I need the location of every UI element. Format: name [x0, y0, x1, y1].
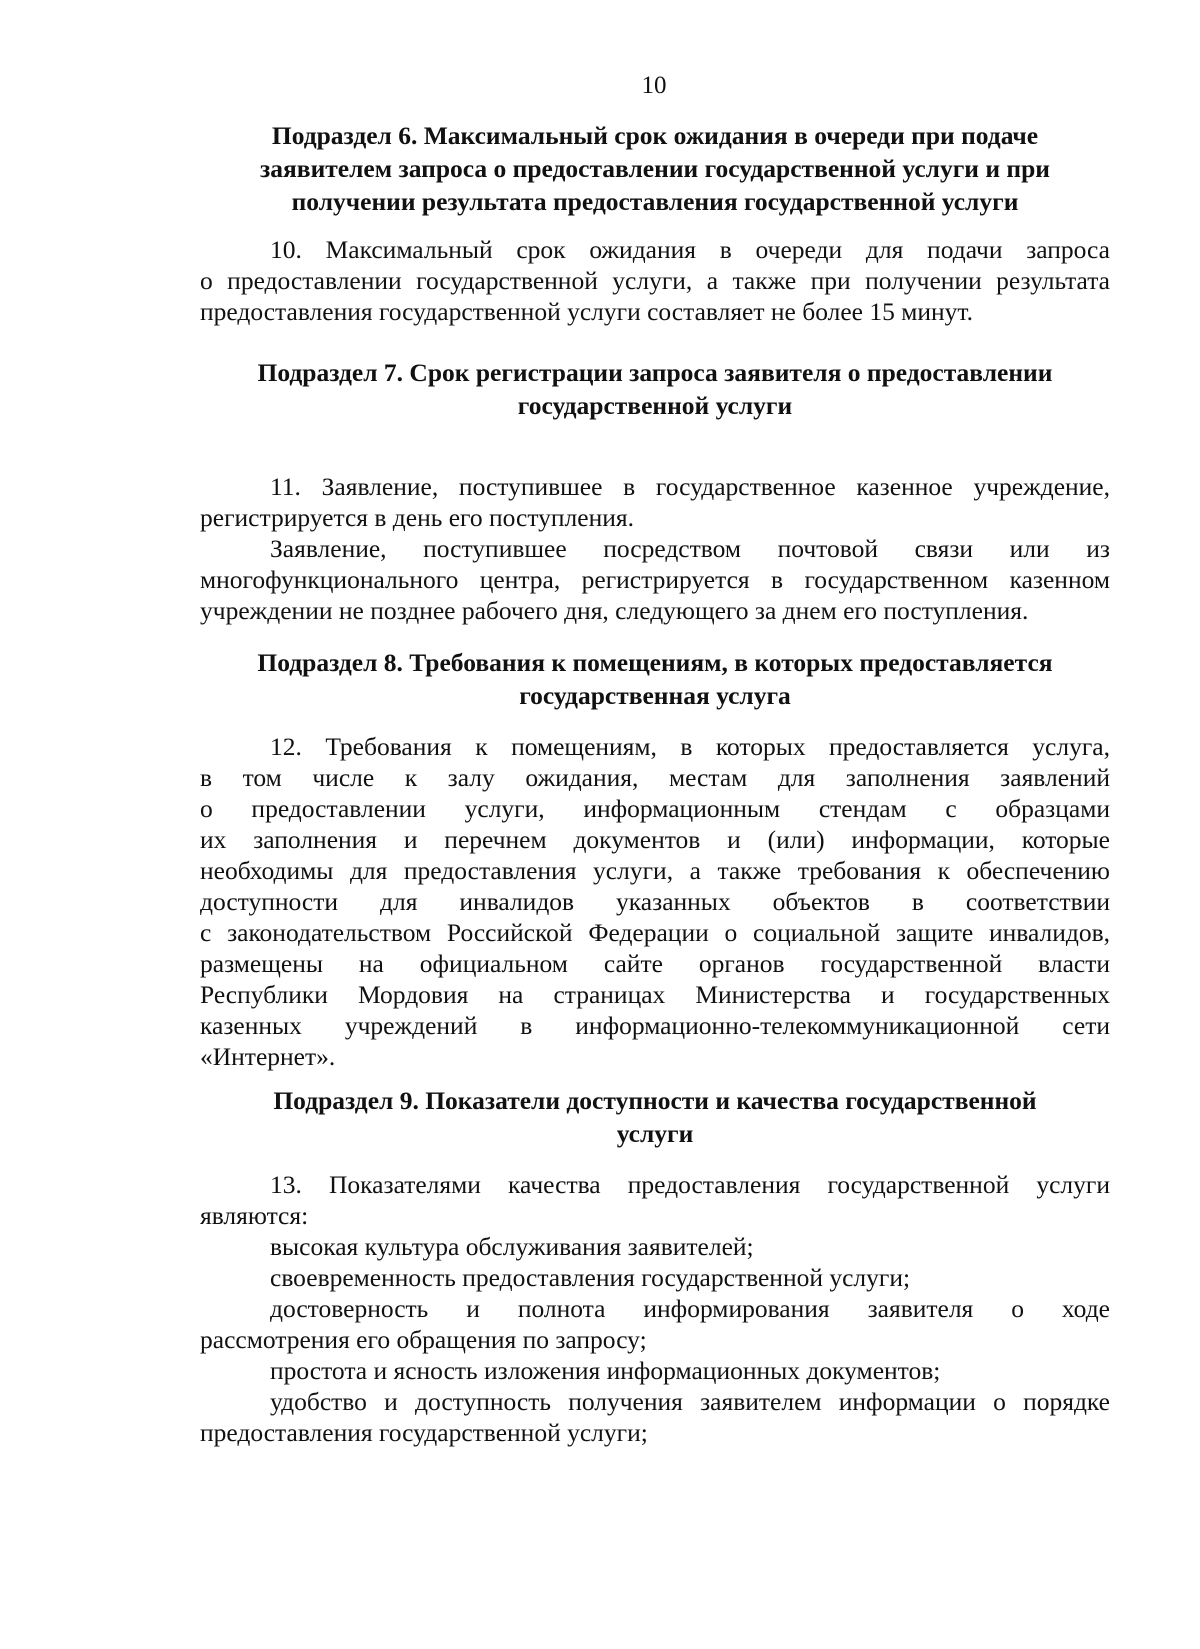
paragraph-line: простота и ясность изложения информационных документов; — [270, 1356, 941, 1385]
heading-line: государственной услуги — [517, 391, 793, 420]
heading-line: государственная услуга — [519, 681, 791, 710]
paragraph-12 — [200, 731, 1110, 1072]
list-item — [200, 1231, 1110, 1262]
paragraph-line: о предоставлении государственной услуги, а также при получении результата — [200, 266, 1110, 295]
paragraph-line: высокая культура обслуживания заявителей; — [270, 1232, 754, 1261]
paragraph-line: 13. Показателями качества предоставления государственной услуги — [270, 1170, 1110, 1199]
paragraph-line: удобство и доступность получения заявителем информации о порядке — [270, 1387, 1110, 1416]
paragraph-line: достоверность и полнота информирования заявителя о ходе — [270, 1294, 1110, 1323]
paragraph-line: казенных учреждений в информационно-телекоммуникационной сети — [200, 1011, 1110, 1040]
section-6-heading — [200, 119, 1110, 218]
list-item — [200, 1355, 1110, 1386]
paragraph-line: размещены на официальном сайте органов государственной власти — [200, 949, 1110, 978]
paragraph-line: необходимы для предоставления услуги, а также требования к обеспечению — [200, 856, 1110, 885]
list-item — [200, 1386, 1110, 1448]
paragraph-line: «Интернет». — [200, 1042, 336, 1071]
paragraph-line: своевременность предоставления государственной услуги; — [270, 1263, 911, 1292]
paragraph-line: предоставления государственной услуги; — [200, 1418, 648, 1447]
paragraph-line: с законодательством Российской Федерации о социальной защите инвалидов, — [200, 918, 1110, 947]
paragraph-line: 11. Заявление, поступившее в государственное казенное учреждение, — [270, 472, 1110, 501]
heading-line: Подраздел 9. Показатели доступности и качества государственной — [273, 1086, 1037, 1115]
paragraph-11-continued — [200, 533, 1110, 626]
section-7-heading — [200, 356, 1110, 422]
section-8-heading — [200, 646, 1110, 712]
heading-line: Подраздел 7. Срок регистрации запроса заявителя о предоставлении — [257, 358, 1053, 387]
section-9-heading — [200, 1084, 1110, 1150]
paragraph-line: регистрируется в день его поступления. — [200, 503, 634, 532]
paragraph-line: многофункционального центра, регистрируется в государственном казенном — [200, 565, 1110, 594]
list-item — [200, 1262, 1110, 1293]
paragraph-line: учреждении не позднее рабочего дня, следующего за днем его поступления. — [200, 596, 1029, 625]
paragraph-10 — [200, 234, 1110, 327]
paragraph-line: являются: — [200, 1201, 309, 1230]
paragraph-line: о предоставлении услуги, информационным стендам с образцами — [200, 794, 1110, 823]
paragraph-line: доступности для инвалидов указанных объектов в соответствии — [200, 887, 1110, 916]
heading-line: получении результата предоставления государственной услуги — [291, 187, 1019, 216]
heading-line: услуги — [616, 1119, 694, 1148]
paragraph-line: в том числе к залу ожидания, местам для заполнения заявлений — [200, 763, 1110, 792]
paragraph-13 — [200, 1169, 1110, 1231]
list-item — [200, 1293, 1110, 1355]
heading-line: Подраздел 8. Требования к помещениям, в которых предоставляется — [257, 648, 1053, 677]
heading-line: заявителем запроса о предоставлении государственной услуги и при — [260, 154, 1050, 183]
paragraph-line: их заполнения и перечнем документов и (или) информации, которые — [200, 825, 1110, 854]
paragraph-line: Республики Мордовия на страницах Министерства и государственных — [200, 980, 1110, 1009]
paragraph-line: 12. Требования к помещениям, в которых предоставляется услуга, — [270, 732, 1110, 761]
page-number: 10 — [641, 72, 667, 99]
paragraph-line: рассмотрения его обращения по запросу; — [200, 1325, 647, 1354]
paragraph-line: Заявление, поступившее посредством почтовой связи или из — [270, 534, 1110, 563]
paragraph-line: предоставления государственной услуги составляет не более 15 минут. — [200, 297, 974, 326]
paragraph-11 — [200, 471, 1110, 533]
heading-line: Подраздел 6. Максимальный срок ожидания в очереди при подаче — [271, 121, 1039, 150]
paragraph-line: 10. Максимальный срок ожидания в очереди для подачи запроса — [270, 235, 1110, 264]
